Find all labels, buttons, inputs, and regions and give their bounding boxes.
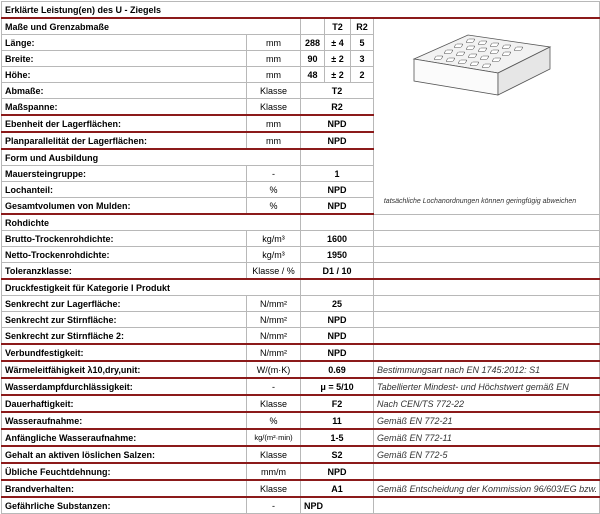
row-unit: mm — [247, 67, 301, 83]
table-row — [2, 263, 600, 280]
row-unit: Klasse — [247, 83, 301, 99]
table-row — [2, 344, 600, 361]
row-note: Gemäß Entscheidung der Kommission 96/603/EG bzw. — [374, 480, 600, 497]
row-unit: - — [247, 378, 301, 395]
row-unit: mm — [247, 132, 301, 149]
row-label: Brandverhalten: — [2, 480, 247, 497]
row-label: Gefährliche Substanzen: — [2, 497, 247, 514]
dims-header: Maße und Grenzabmaße — [2, 18, 301, 35]
section-row — [2, 279, 600, 296]
row-unit: N/mm² — [247, 328, 301, 345]
row-value: 1-5 — [301, 429, 374, 446]
row-label: Senkrecht zur Lagerfläche: — [2, 296, 247, 312]
table-row — [2, 231, 600, 247]
row-value: R2 — [301, 99, 374, 116]
table-row — [2, 247, 600, 263]
row-value: 288 — [301, 35, 325, 51]
row-value: NPD — [301, 497, 374, 514]
row-unit: W/(m·K) — [247, 361, 301, 378]
col-r2-header: R2 — [351, 18, 374, 35]
table-row — [2, 395, 600, 412]
table-row — [2, 312, 600, 328]
row-label: Gesamtvolumen von Mulden: — [2, 198, 247, 215]
row-r2: 2 — [351, 67, 374, 83]
brick-image-cell — [374, 18, 600, 214]
table-row — [2, 296, 600, 312]
row-r2: 3 — [351, 51, 374, 67]
row-unit: N/mm² — [247, 296, 301, 312]
table-row — [2, 446, 600, 463]
row-unit: - — [247, 166, 301, 182]
row-label: Planparallelität der Lagerflächen: — [2, 132, 247, 149]
row-note: Gemäß EN 772-11 — [374, 429, 600, 446]
row-label: Wasserdampfdurchlässigkeit: — [2, 378, 247, 395]
row-value: 25 — [301, 296, 374, 312]
row-unit: Klasse — [247, 446, 301, 463]
row-value: 90 — [301, 51, 325, 67]
table-row — [2, 497, 600, 514]
row-value: NPD — [301, 463, 374, 480]
row-value: NPD — [301, 132, 374, 149]
table-row — [2, 378, 600, 395]
row-value: 1950 — [301, 247, 374, 263]
performance-table — [1, 1, 600, 514]
row-unit: kg/m³ — [247, 231, 301, 247]
row-label: Höhe: — [2, 67, 247, 83]
rohdichte-header: Rohdichte — [2, 214, 301, 231]
row-value: T2 — [301, 83, 374, 99]
image-caption: tatsächliche Lochanordnungen können geringfügig abweichen — [383, 198, 577, 205]
row-unit: Klasse / % — [247, 263, 301, 280]
section-row — [2, 214, 600, 231]
table-row — [2, 328, 600, 345]
row-label: Wärmeleitfähigkeit λ10,dry,unit: — [2, 361, 247, 378]
row-value: 1 — [301, 166, 374, 182]
row-label: Wasseraufnahme: — [2, 412, 247, 429]
row-label: Dauerhaftigkeit: — [2, 395, 247, 412]
row-tolerance: ± 2 — [325, 67, 351, 83]
table-row — [2, 412, 600, 429]
table-title: Erklärte Leistung(en) des U - Ziegels — [2, 2, 600, 19]
row-tolerance: ± 4 — [325, 35, 351, 51]
row-value: 0.69 — [301, 361, 374, 378]
row-value: NPD — [301, 312, 374, 328]
row-unit: N/mm² — [247, 344, 301, 361]
row-value: NPD — [301, 328, 374, 345]
row-value: A1 — [301, 480, 374, 497]
row-value: NPD — [301, 115, 374, 132]
row-value: F2 — [301, 395, 374, 412]
row-label: Länge: — [2, 35, 247, 51]
row-note: Nach CEN/TS 772-22 — [374, 395, 600, 412]
col-t2-header: T2 — [325, 18, 351, 35]
row-unit: Klasse — [247, 480, 301, 497]
row-label: Verbundfestigkeit: — [2, 344, 247, 361]
row-tolerance: ± 2 — [325, 51, 351, 67]
row-label: Übliche Feuchtdehnung: — [2, 463, 247, 480]
table-row — [2, 480, 600, 497]
row-unit: kg/m³ — [247, 247, 301, 263]
row-unit: mm/m — [247, 463, 301, 480]
row-unit: Klasse — [247, 395, 301, 412]
row-unit: kg/(m²·min) — [247, 429, 301, 446]
dims-header-row — [2, 18, 600, 35]
row-unit: mm — [247, 51, 301, 67]
row-label: Senkrecht zur Stirnfläche 2: — [2, 328, 247, 345]
row-value: μ = 5/10 — [301, 378, 374, 395]
row-value: 48 — [301, 67, 325, 83]
row-label: Anfängliche Wasseraufnahme: — [2, 429, 247, 446]
row-note: Gemäß EN 772-5 — [374, 446, 600, 463]
row-label: Breite: — [2, 51, 247, 67]
row-label: Lochanteil: — [2, 182, 247, 198]
row-unit: % — [247, 182, 301, 198]
row-label: Maßspanne: — [2, 99, 247, 116]
row-unit: mm — [247, 35, 301, 51]
row-value: NPD — [301, 198, 374, 215]
title-row — [2, 2, 600, 19]
row-value: NPD — [301, 182, 374, 198]
row-label: Netto-Trockenrohdichte: — [2, 247, 247, 263]
row-value: NPD — [301, 344, 374, 361]
form-header: Form und Ausbildung — [2, 149, 301, 166]
row-unit: mm — [247, 115, 301, 132]
row-unit: % — [247, 412, 301, 429]
row-value: S2 — [301, 446, 374, 463]
table-row — [2, 361, 600, 378]
row-value: 11 — [301, 412, 374, 429]
row-value: D1 / 10 — [301, 263, 374, 280]
row-r2: 5 — [351, 35, 374, 51]
row-label: Senkrecht zur Stirnfläche: — [2, 312, 247, 328]
row-note: Tabellierter Mindest- und Höchstwert gemäß EN — [374, 378, 600, 395]
row-unit: N/mm² — [247, 312, 301, 328]
row-label: Brutto-Trockenrohdichte: — [2, 231, 247, 247]
row-unit: - — [247, 497, 301, 514]
table-row — [2, 463, 600, 480]
row-label: Toleranzklasse: — [2, 263, 247, 280]
row-note: Gemäß EN 772-21 — [374, 412, 600, 429]
row-note: Bestimmungsart nach EN 1745:2012: S1 — [374, 361, 600, 378]
row-value: 1600 — [301, 231, 374, 247]
row-unit: Klasse — [247, 99, 301, 116]
row-unit: % — [247, 198, 301, 215]
row-label: Abmaße: — [2, 83, 247, 99]
row-label: Ebenheit der Lagerflächen: — [2, 115, 247, 132]
row-label: Gehalt an aktiven löslichen Salzen: — [2, 446, 247, 463]
table-row — [2, 429, 600, 446]
brick-icon — [412, 29, 552, 99]
druck-header: Druckfestigkeit für Kategorie I Produkt — [2, 279, 301, 296]
row-label: Mauersteingruppe: — [2, 166, 247, 182]
